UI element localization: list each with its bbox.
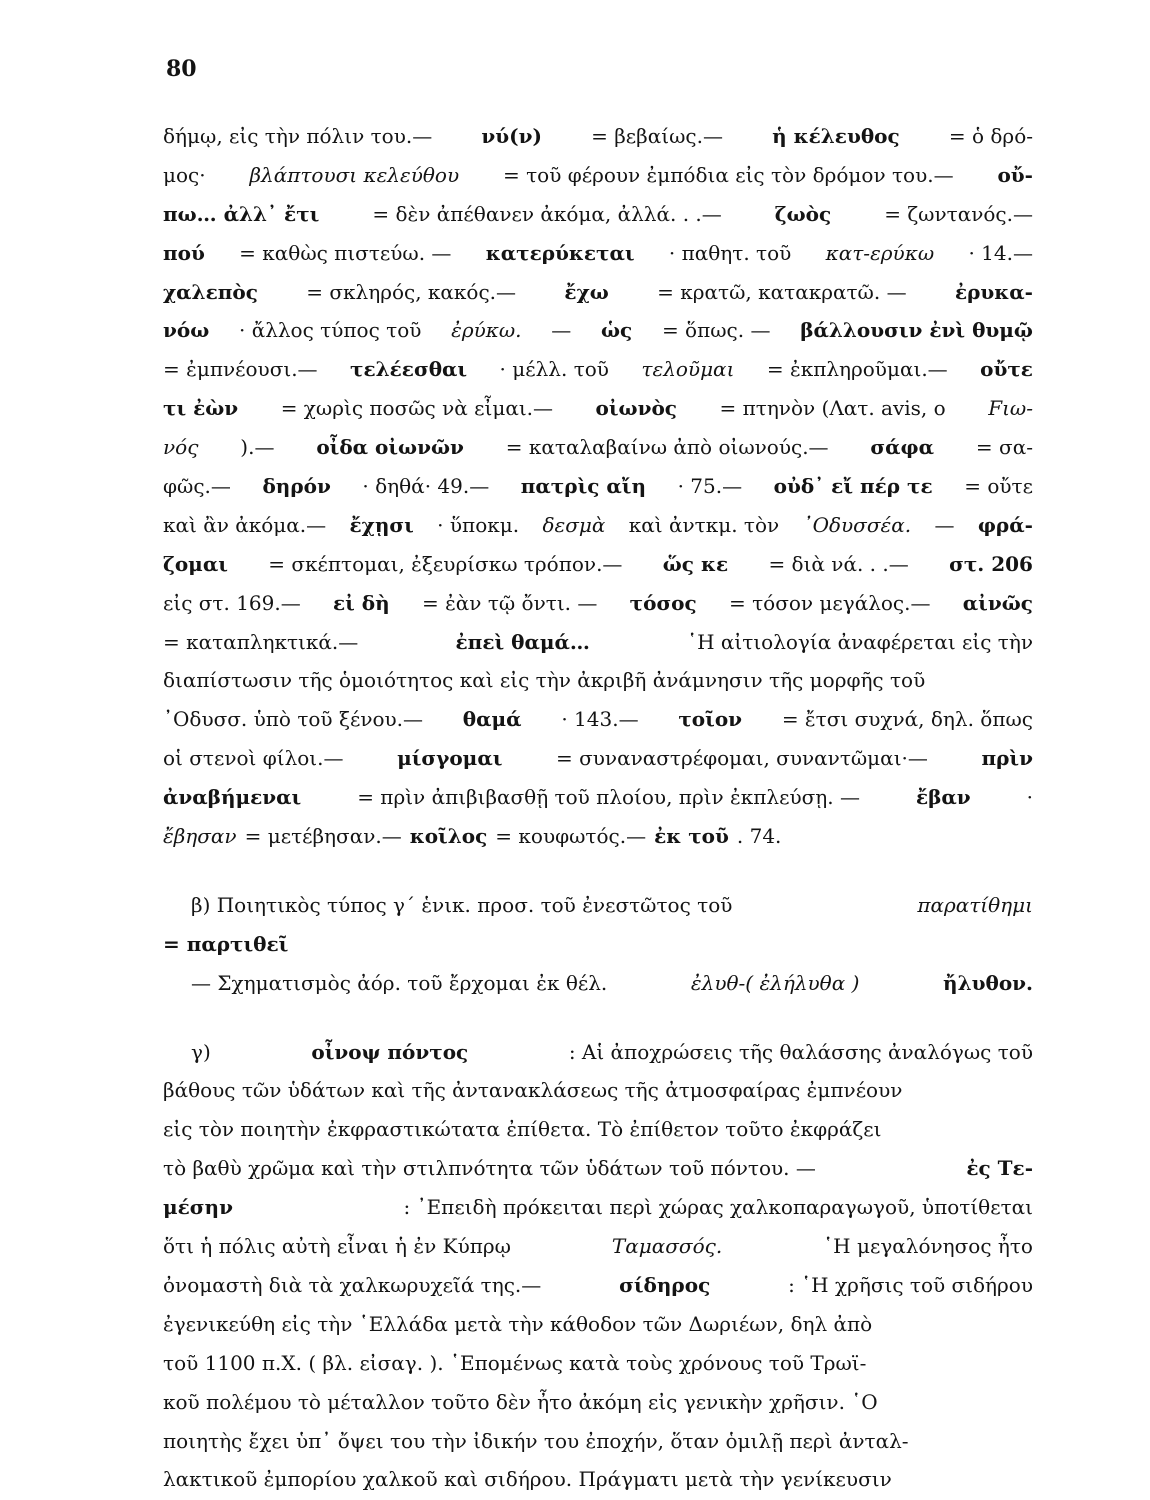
text-line xyxy=(163,428,1033,467)
text-run: = οὔτε xyxy=(964,474,1033,499)
headword: ἤλυθον. xyxy=(943,970,1033,995)
text-line xyxy=(163,156,1033,195)
headword: κοῖλος xyxy=(409,824,488,849)
text-line xyxy=(163,964,1033,1003)
text-run: = ἔτσι συχνά, δηλ. ὅπως xyxy=(781,707,1033,732)
text-run: ὅτι ἡ πόλις αὐτὴ εἶναι ἡ ἐν Κύπρῳ xyxy=(163,1234,511,1259)
headword: σάφα xyxy=(870,435,935,460)
headword: = παρτιθεῖ xyxy=(163,931,289,956)
text-line xyxy=(163,1033,1033,1072)
headword: βάλλουσιν ἐνὶ θυμῷ xyxy=(800,318,1033,343)
text-run: · 143.— xyxy=(561,707,639,732)
text-run: — Σχηματισμὸς ἀόρ. τοῦ ἔρχομαι ἐκ θέλ. xyxy=(191,970,608,995)
quoted-phrase: Fιω- xyxy=(988,396,1033,421)
text-run: = καθὼς πιστεύω. — xyxy=(239,240,452,265)
quoted-phrase: δεσμὰ xyxy=(542,512,606,537)
text-run: = καταπληκτικά.— xyxy=(163,629,359,654)
headword: τοῖον xyxy=(678,707,743,732)
text-run: — xyxy=(934,512,955,537)
text-run: · παθητ. τοῦ xyxy=(668,240,792,265)
text-line xyxy=(163,1227,1033,1266)
text-run: = ὅπως. — xyxy=(661,318,771,343)
text-run: = ἐμπνέουσι.— xyxy=(163,357,318,382)
text-line xyxy=(163,1188,1033,1227)
text-line xyxy=(163,1266,1033,1305)
text-run: = πρὶν ἀπιβιβασθῇ τοῦ πλοίου, πρὶν ἐκπλεύσῃ. — xyxy=(357,785,860,810)
headword: σίδηρος xyxy=(619,1272,711,1297)
quoted-phrase: κατ-ερύκω xyxy=(825,240,935,265)
headword: ἔβαν xyxy=(915,785,971,810)
text-run: = βεβαίως.— xyxy=(591,124,723,148)
headword: ἔχω xyxy=(564,279,609,304)
text-line xyxy=(163,1149,1033,1188)
headword: τελέεσθαι xyxy=(350,357,468,382)
text-run: = ἐὰν τῷ ὄντι. — xyxy=(421,590,598,615)
text-run: = δὲν ἀπέθανεν ἀκόμα, ἀλλά. . .— xyxy=(372,201,722,226)
headword: ὡς xyxy=(600,318,633,343)
headword: πω… ἀλλ᾽ ἔτι xyxy=(163,201,320,226)
headword: ἐρυκα- xyxy=(954,279,1033,304)
text-run: . 74. xyxy=(736,824,782,849)
headword: οὔτε xyxy=(980,357,1033,382)
headword: εἰ δὴ xyxy=(333,590,390,615)
headword: ἐκ τοῦ xyxy=(654,824,729,849)
headword: πού xyxy=(163,240,205,265)
text-line xyxy=(163,700,1033,739)
text-run: · ἄλλος τύπος τοῦ xyxy=(238,318,422,343)
text-line xyxy=(163,389,1033,428)
text-run: = διὰ νά. . .— xyxy=(768,551,909,576)
headword: οὔ- xyxy=(997,162,1033,187)
headword: τι ἐὼν xyxy=(163,396,239,421)
text-line xyxy=(163,739,1033,778)
text-line xyxy=(163,1110,1033,1149)
headword: πατρὶς αἴη xyxy=(520,474,646,499)
text-run: τοῦ 1100 π.Χ. ( βλ. εἰσαγ. ). ῾Επομένως κατὰ τοὺς χρόνους τοῦ Τρωϊ- xyxy=(163,1350,867,1375)
headword: μίσγομαι xyxy=(397,746,503,771)
text-run: : ῾Η χρῆσις τοῦ σιδήρου xyxy=(788,1272,1033,1297)
text-run: = κρατῶ, κατακρατῶ. — xyxy=(657,279,907,304)
text-run: εἰς στ. 169.— xyxy=(163,590,301,615)
quoted-phrase: τελοῦμαι xyxy=(641,357,735,382)
quoted-phrase: ᾽Οδυσσέα. xyxy=(802,512,912,537)
text-run: = συναναστρέφομαι, συναντῶμαι·— xyxy=(555,746,928,771)
headword: φρά- xyxy=(977,512,1033,537)
headword: ζωὸς xyxy=(774,201,832,226)
headword: χαλεπὸς xyxy=(163,279,258,304)
text-line xyxy=(163,311,1033,350)
text-run: : Αἱ ἀποχρώσεις τῆς θαλάσσης ἀναλόγως τοῦ xyxy=(568,1039,1033,1064)
page-body xyxy=(163,117,1033,1499)
text-run: ποιητὴς ἔχει ὑπ᾽ ὄψει του τὴν ἰδικήν του ἐποχήν, ὅταν ὁμιλῇ περὶ ἀνταλ- xyxy=(163,1428,909,1453)
text-run: φῶς.— xyxy=(163,474,231,499)
text-run: ὀνομαστὴ διὰ τὰ χαλκωρυχεῖά της.— xyxy=(163,1272,542,1297)
text-run: καὶ ἀντκμ. τὸν xyxy=(628,512,780,537)
text-run: = χωρὶς ποσῶς νὰ εἶμαι.— xyxy=(280,396,554,421)
text-line xyxy=(163,886,1033,925)
text-line xyxy=(163,623,1033,662)
text-run: · δηθά· 49.— xyxy=(362,474,490,499)
headword: ὥς κε xyxy=(662,551,729,576)
headword: αἰνῶς xyxy=(962,590,1033,615)
text-line xyxy=(163,234,1033,273)
quoted-phrase: βλάπτουσι κελεύθου xyxy=(249,162,460,187)
quoted-phrase: παρατίθημι xyxy=(917,892,1033,917)
headword: ἐπεὶ θαμά… xyxy=(455,629,590,654)
quoted-phrase: ἐρύκω. xyxy=(451,318,522,343)
text-run: = ζωντανός.— xyxy=(884,201,1033,226)
headword: μέσην xyxy=(163,1195,233,1220)
text-run: τὸ βαθὺ χρῶμα καὶ τὴν στιλπνότητα τῶν ὑδάτων τοῦ πόντου. — xyxy=(163,1156,816,1181)
text-run: = καταλαβαίνω ἀπὸ οἰωνούς.— xyxy=(505,435,829,460)
text-line xyxy=(163,195,1033,234)
text-run: γ) xyxy=(191,1039,211,1064)
text-run: κοῦ πολέμου τὸ μέταλλον τοῦτο δὲν ἦτο ἀκόμη εἰς γενικὴν χρῆσιν. ῾Ο xyxy=(163,1389,878,1414)
text-run: = κουφωτός.— xyxy=(495,824,647,849)
headword: ἔχῃσι xyxy=(349,512,414,537)
text-line xyxy=(163,1071,1033,1110)
text-line xyxy=(163,661,1033,700)
text-line xyxy=(163,925,1033,964)
text-run: = σκέπτομαι, ἐξευρίσκω τρόπον.— xyxy=(268,551,623,576)
quoted-phrase: ἐλυθ-( ἐλήλυθα ) xyxy=(690,970,860,995)
text-line xyxy=(163,506,1033,545)
headword: νύ(ν) xyxy=(481,124,542,148)
page-number: 80 xyxy=(166,56,197,82)
text-run: ᾽Οδυσσ. ὑπὸ τοῦ ξένου.— xyxy=(163,707,424,732)
text-run: οἱ στενοὶ φίλοι.— xyxy=(163,746,344,771)
text-run: · ὕποκμ. xyxy=(437,512,520,537)
text-run: = πτηνὸν (Λατ. avis, ο xyxy=(719,396,946,421)
text-run: ῾Η μεγαλόνησος ἦτο xyxy=(823,1234,1033,1259)
text-run: · xyxy=(1026,785,1033,810)
text-run: — xyxy=(551,318,572,343)
text-line xyxy=(163,1422,1033,1461)
quoted-phrase: Ταμασσός. xyxy=(611,1234,723,1259)
headword: δηρόν xyxy=(262,474,331,499)
text-run: μος· xyxy=(163,162,206,187)
text-run: διαπίστωσιν τῆς ὁμοιότητος καὶ εἰς τὴν ἀκριβῆ ἀνάμνησιν τῆς μορφῆς τοῦ xyxy=(163,668,926,693)
text-run: = τοῦ φέρουν ἐμπόδια εἰς τὸν δρόμον του.— xyxy=(502,162,954,187)
text-run: = μετέβησαν.— xyxy=(244,824,402,849)
text-run: καὶ ἂν ἀκόμα.— xyxy=(163,512,327,537)
headword: πρὶν xyxy=(981,746,1033,771)
headword: ἀναβήμεναι xyxy=(163,785,302,810)
headword: ἡ κέλευθος xyxy=(772,124,900,148)
text-line xyxy=(163,350,1033,389)
text-line xyxy=(163,778,1033,817)
headword: ζομαι xyxy=(163,551,228,576)
verse-reference: στ. 206 xyxy=(949,551,1033,576)
text-run: · 75.— xyxy=(677,474,743,499)
headword: κατερύκεται xyxy=(485,240,635,265)
text-run: = σα- xyxy=(975,435,1033,460)
text-line xyxy=(163,273,1033,312)
text-line xyxy=(163,467,1033,506)
headword: οἰωνὸς xyxy=(595,396,677,421)
text-run: · μέλλ. τοῦ xyxy=(499,357,609,382)
text-run: = ὁ δρό- xyxy=(948,124,1033,148)
text-run: ῾Η αἰτιολογία ἀναφέρεται εἰς τὴν xyxy=(687,629,1033,654)
text-line xyxy=(163,1344,1033,1383)
text-line xyxy=(163,1383,1033,1422)
headword: οὐδ᾽ εἴ πέρ τε xyxy=(773,474,933,499)
text-run: βάθους τῶν ὑδάτων καὶ τῆς ἀντανακλάσεως τῆς ἀτμοσφαίρας ἐμπνέουν xyxy=(163,1078,903,1103)
text-run: = σκληρός, κακός.— xyxy=(306,279,517,304)
text-run: : ᾽Επειδὴ πρόκειται περὶ χώρας χαλκοπαραγωγοῦ, ὑποτίθεται xyxy=(403,1195,1033,1220)
headword: οἶδα οἰωνῶν xyxy=(316,435,464,460)
text-line xyxy=(163,584,1033,623)
text-run: δήμῳ, εἰς τὴν πόλιν του.— xyxy=(163,124,433,148)
text-line xyxy=(163,117,1033,156)
quoted-phrase: νός xyxy=(163,435,199,460)
text-run: β) Ποιητικὸς τύπος γ΄ ἑνικ. προσ. τοῦ ἐνεστῶτος τοῦ xyxy=(191,892,733,917)
headword: ἐς Τε- xyxy=(966,1156,1033,1181)
text-line xyxy=(163,545,1033,584)
text-run: εἰς τὸν ποιητὴν ἐκφραστικώτατα ἐπίθετα. Τὸ ἐπίθετον τοῦτο ἐκφράζει xyxy=(163,1117,882,1142)
text-run: λακτικοῦ ἐμπορίου χαλκοῦ καὶ σιδήρου. Πράγματι μετὰ τὴν γενίκευσιν xyxy=(163,1467,892,1492)
headword: νόω xyxy=(163,318,210,343)
headword: θαμά xyxy=(462,707,522,732)
text-run: = τόσον μεγάλος.— xyxy=(728,590,931,615)
text-line xyxy=(163,1460,1033,1499)
text-run: = ἐκπληροῦμαι.— xyxy=(766,357,948,382)
text-run: ).— xyxy=(240,435,275,460)
text-run: ἐγενικεύθη εἰς τὴν ῾Ελλάδα μετὰ τὴν κάθοδον τῶν Δωριέων, δηλ ἀπὸ xyxy=(163,1311,873,1336)
headword: οἶνοψ πόντος xyxy=(311,1039,469,1064)
text-line xyxy=(163,817,1033,856)
text-run: · 14.— xyxy=(968,240,1033,265)
headword: τόσος xyxy=(629,590,697,615)
text-line xyxy=(163,1305,1033,1344)
quoted-phrase: ἔβησαν xyxy=(163,824,237,849)
